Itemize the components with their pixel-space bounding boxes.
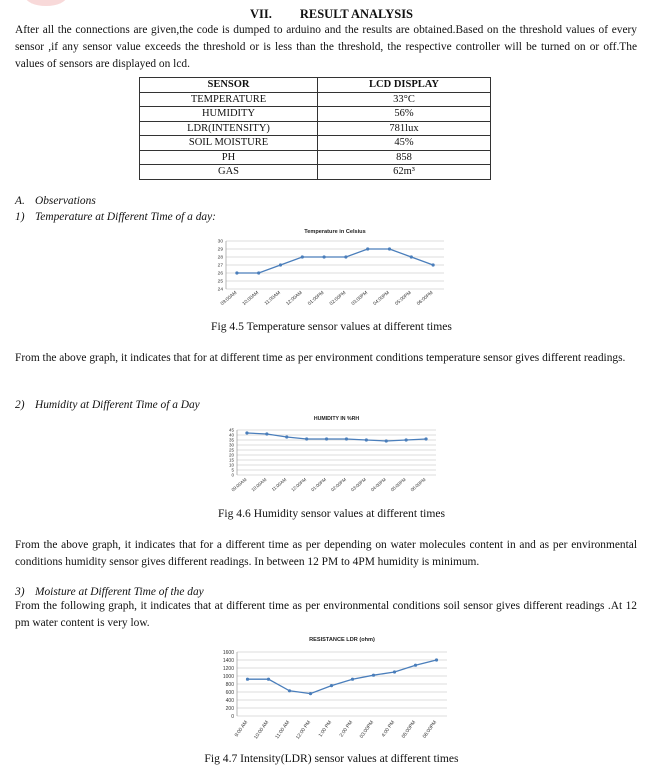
y-tick-label: 20 <box>228 452 234 458</box>
table-cell: 33°C <box>318 92 491 107</box>
x-tick-label: 03:00PM <box>351 290 369 307</box>
table-row <box>140 150 491 165</box>
x-tick-label: 02:00PM <box>330 476 348 493</box>
table-cell: GAS <box>140 165 318 180</box>
x-tick-label: 09:00AM <box>220 290 239 307</box>
x-tick-label: 01:00PM <box>310 476 328 493</box>
x-tick-label: 04:00PM <box>369 476 387 493</box>
y-tick-label: 1200 <box>222 665 234 672</box>
y-tick-label: 25 <box>217 279 223 285</box>
section-number: VII. <box>249 7 272 21</box>
section-heading <box>0 7 663 22</box>
table-row <box>140 136 491 151</box>
series-line <box>237 249 433 273</box>
data-point <box>285 435 288 438</box>
data-point <box>385 439 388 442</box>
data-point <box>393 670 396 673</box>
x-tick-label: 09:00AM <box>230 476 248 493</box>
data-point <box>246 678 249 681</box>
x-tick-label: 10:00AM <box>242 290 260 307</box>
table-cell: PH <box>140 150 318 165</box>
y-tick-label: 200 <box>225 705 234 712</box>
table-cell: 781lux <box>318 121 491 136</box>
x-tick-label: 12:00AM <box>285 290 304 307</box>
x-tick-label: 10:00AM <box>250 476 268 493</box>
table-cell: SOIL MOISTURE <box>140 136 318 151</box>
x-tick-label: 10:00 AM <box>253 719 271 741</box>
ldr-chart <box>209 630 449 752</box>
item-marker: 3) <box>15 586 25 598</box>
table-cell: LDR(INTENSITY) <box>140 121 318 136</box>
x-tick-label: 12:00 PM <box>294 719 313 741</box>
data-point <box>414 664 417 667</box>
y-tick-label: 400 <box>225 697 234 704</box>
data-point <box>330 684 333 687</box>
y-tick-label: 5 <box>231 467 234 473</box>
chart-title: Temperature in Celsius <box>304 229 366 235</box>
y-tick-label: 600 <box>225 689 234 696</box>
table-cell: 858 <box>318 150 491 165</box>
x-tick-label: 06:00PM <box>421 719 439 740</box>
y-tick-label: 27 <box>217 263 223 269</box>
data-point <box>267 678 270 681</box>
table-cell: TEMPERATURE <box>140 92 318 107</box>
y-tick-label: 45 <box>228 427 234 433</box>
figure-caption: Fig 4.7 Intensity(LDR) sensor values at different times <box>204 752 459 765</box>
data-point <box>366 247 369 250</box>
x-tick-label: 01:00PM <box>307 290 326 307</box>
table-cell: 56% <box>318 107 491 122</box>
y-tick-label: 0 <box>231 713 234 720</box>
y-tick-label: 0 <box>231 472 234 478</box>
data-point <box>345 437 348 440</box>
data-point <box>432 263 435 266</box>
table-row <box>140 92 491 107</box>
data-point <box>344 255 347 258</box>
x-tick-label: 05:00PM <box>389 476 407 493</box>
chart-title: HUMIDITY IN %RH <box>313 416 360 422</box>
item-title: Moisture at Different Time of the day <box>35 586 204 598</box>
data-point <box>323 255 326 258</box>
humidity-paragraph: From the above graph, it indicates that for a different time as per depending on water molecules content in and as per environmental conditions humidity sensor gives different readings. In between 12 PM to 4PM humidity is minimum. <box>15 539 637 568</box>
x-tick-label: 03:00PM <box>349 476 367 493</box>
intro-paragraph: After all the connections are given,the code is dumped to arduino and the results are obtained.Based on the threshold values of every sensor ,if any sensor value exceeds the threshold or is less than the threshold, the respective controller will be turned on or off.The values of sensors are displayed on lcd. <box>15 24 637 70</box>
subheading-humidity <box>15 397 200 413</box>
observations-heading <box>15 193 96 209</box>
item-title: Humidity at Different Time of a Day <box>35 399 200 411</box>
item-marker: 1) <box>15 211 25 223</box>
y-tick-label: 26 <box>217 271 223 277</box>
temperature-paragraph: From the above graph, it indicates that for at different time as per environment conditions temperature sensor gives different readings. <box>15 352 626 364</box>
data-point <box>372 674 375 677</box>
y-tick-label: 24 <box>217 287 223 293</box>
x-tick-label: 11:00 AM <box>274 719 292 741</box>
section-title: RESULT ANALYSIS <box>299 7 414 21</box>
figure-caption: Fig 4.5 Temperature sensor values at different times <box>211 320 452 333</box>
y-tick-label: 30 <box>217 239 223 245</box>
x-tick-label: 02:00PM <box>329 290 348 307</box>
data-point <box>288 689 291 692</box>
chart-title: RESISTANCE LDR (ohm) <box>309 637 375 643</box>
y-tick-label: 30 <box>228 442 234 448</box>
temperature-chart <box>196 225 446 320</box>
table-row <box>140 107 491 122</box>
x-tick-label: 9:00 AM <box>233 719 250 739</box>
data-point <box>365 438 368 441</box>
x-tick-label: 03:00PM <box>358 719 376 740</box>
x-tick-label: 12:00PM <box>290 476 308 493</box>
data-point <box>435 658 438 661</box>
table-header: SENSOR <box>140 78 318 93</box>
item-marker: 2) <box>15 399 25 411</box>
observations-marker: A. <box>15 195 25 207</box>
y-tick-label: 15 <box>228 457 234 463</box>
y-tick-label: 800 <box>225 681 234 688</box>
y-tick-label: 1400 <box>222 657 234 664</box>
humidity-chart <box>213 411 438 508</box>
data-point <box>257 271 260 274</box>
x-tick-label: 05:00PM <box>394 290 413 307</box>
y-tick-label: 1000 <box>222 673 234 680</box>
x-tick-label: 11:00AM <box>264 290 282 307</box>
y-tick-label: 40 <box>228 432 234 438</box>
decorative-mark <box>25 0 67 6</box>
series-line <box>248 660 437 694</box>
data-point <box>301 255 304 258</box>
data-point <box>265 432 268 435</box>
x-tick-label: 06:00PM <box>416 290 435 307</box>
data-point <box>424 437 427 440</box>
data-point <box>305 437 308 440</box>
table-cell: 62m³ <box>318 165 491 180</box>
observations-title: Observations <box>35 195 96 207</box>
x-tick-label: 11:00AM <box>270 476 288 493</box>
y-tick-label: 35 <box>228 437 234 443</box>
y-tick-label: 29 <box>217 247 223 253</box>
x-tick-label: 4:00 PM <box>380 719 397 739</box>
table-cell: 45% <box>318 136 491 151</box>
x-tick-label: 06:00PM <box>409 476 427 493</box>
y-tick-label: 1600 <box>222 649 234 656</box>
table-header: LCD DISPLAY <box>318 78 491 93</box>
data-point <box>309 692 312 695</box>
data-point <box>245 431 248 434</box>
table-row <box>140 121 491 136</box>
data-point <box>325 437 328 440</box>
item-title: Temperature at Different Time of a day: <box>35 211 216 223</box>
x-tick-label: 05:00PM <box>400 719 418 740</box>
subheading-temperature <box>15 209 216 225</box>
data-point <box>405 438 408 441</box>
table-cell: HUMIDITY <box>140 107 318 122</box>
sensor-table <box>139 77 491 180</box>
data-point <box>388 247 391 250</box>
x-tick-label: 1:00 PM <box>317 719 334 739</box>
x-tick-label: 2:00 PM <box>338 719 355 739</box>
data-point <box>410 255 413 258</box>
data-point <box>351 678 354 681</box>
figure-caption: Fig 4.6 Humidity sensor values at different times <box>217 507 446 520</box>
data-point <box>235 271 238 274</box>
moisture-paragraph: From the following graph, it indicates that at different time as per environmental conditions soil sensor gives different readings .At 12 pm water content is very low. <box>15 600 637 629</box>
data-point <box>279 263 282 266</box>
table-header-row <box>140 78 491 93</box>
x-tick-label: 04:00PM <box>372 290 391 307</box>
y-tick-label: 28 <box>217 255 223 261</box>
y-tick-label: 10 <box>228 462 234 468</box>
y-tick-label: 25 <box>228 447 234 453</box>
table-row <box>140 165 491 180</box>
